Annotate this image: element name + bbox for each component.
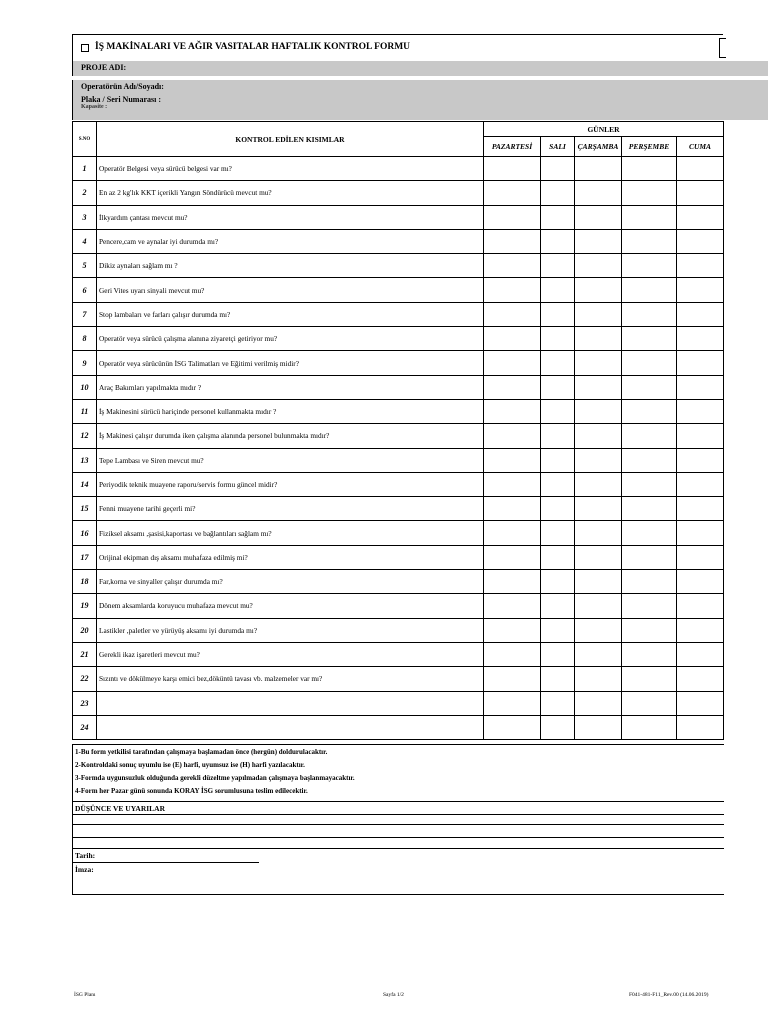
day-check-cell[interactable] xyxy=(575,399,622,423)
day-check-cell[interactable] xyxy=(484,667,541,691)
table-row xyxy=(73,302,724,326)
row-number: 20 xyxy=(73,618,97,642)
day-check-cell[interactable] xyxy=(541,618,575,642)
date-field-line[interactable] xyxy=(73,862,259,863)
day-check-cell[interactable] xyxy=(575,327,622,351)
day-check-cell[interactable] xyxy=(677,229,724,253)
day-check-cell[interactable] xyxy=(575,375,622,399)
remarks-line-1[interactable] xyxy=(73,814,724,815)
day-check-cell[interactable] xyxy=(575,157,622,181)
day-check-cell[interactable] xyxy=(575,448,622,472)
control-item-text: Operatör Belgesi veya sürücü belgesi var mı? xyxy=(97,157,484,181)
day-check-cell[interactable] xyxy=(541,715,575,739)
day-check-cell[interactable] xyxy=(622,545,677,569)
day-check-cell[interactable] xyxy=(541,545,575,569)
day-check-cell[interactable] xyxy=(484,691,541,715)
day-check-cell[interactable] xyxy=(541,254,575,278)
day-header: PAZARTESİ xyxy=(484,137,541,157)
day-check-cell[interactable] xyxy=(677,327,724,351)
footer-doc-code: F041-481-F11_Rev.00 (14.06.2019) xyxy=(629,992,709,998)
day-check-cell[interactable] xyxy=(575,642,622,666)
day-check-cell[interactable] xyxy=(677,691,724,715)
control-item-text: Far,korna ve sinyaller çalışır durumda mı? xyxy=(97,570,484,594)
day-check-cell[interactable] xyxy=(622,351,677,375)
row-number: 13 xyxy=(73,448,97,472)
day-check-cell[interactable] xyxy=(622,594,677,618)
day-check-cell[interactable] xyxy=(541,351,575,375)
day-header: ÇARŞAMBA xyxy=(575,137,622,157)
day-check-cell[interactable] xyxy=(575,691,622,715)
control-item-text: Stop lambaları ve farları çalışır durumda mı? xyxy=(97,302,484,326)
control-item-text: İlkyardım çantası mevcut mu? xyxy=(97,205,484,229)
day-check-cell[interactable] xyxy=(575,545,622,569)
control-item-text: Operatör veya sürücü çalışma alanına ziyaretçi getiriyor mu? xyxy=(97,327,484,351)
day-check-cell[interactable] xyxy=(541,302,575,326)
instruction-4: 4-Form her Pazar günü sonunda KORAY İSG sorumlusuna teslim edilecektir. xyxy=(75,787,308,795)
day-check-cell[interactable] xyxy=(622,570,677,594)
control-item-text: Tepe Lambası ve Siren mevcut mu? xyxy=(97,448,484,472)
day-check-cell[interactable] xyxy=(622,278,677,302)
day-check-cell[interactable] xyxy=(622,157,677,181)
days-header: GÜNLER xyxy=(484,122,724,137)
day-check-cell[interactable] xyxy=(622,302,677,326)
day-check-cell[interactable] xyxy=(622,642,677,666)
control-item-text xyxy=(97,691,484,715)
day-check-cell[interactable] xyxy=(541,691,575,715)
day-check-cell[interactable] xyxy=(484,594,541,618)
day-check-cell[interactable] xyxy=(484,375,541,399)
day-check-cell[interactable] xyxy=(541,375,575,399)
control-item-text: En az 2 kg'lık KKT içerikli Yangın Söndürücü mevcut mu? xyxy=(97,181,484,205)
row-number: 7 xyxy=(73,302,97,326)
row-number: 14 xyxy=(73,472,97,496)
day-check-cell[interactable] xyxy=(541,667,575,691)
day-check-cell[interactable] xyxy=(575,205,622,229)
remarks-line-2[interactable] xyxy=(73,824,724,825)
day-check-cell[interactable] xyxy=(677,521,724,545)
control-item-text: İş Makinesini sürücü hariçinde personel kullanmakta mıdır ? xyxy=(97,399,484,423)
day-check-cell[interactable] xyxy=(484,545,541,569)
day-check-cell[interactable] xyxy=(575,715,622,739)
row-number: 19 xyxy=(73,594,97,618)
day-check-cell[interactable] xyxy=(677,424,724,448)
sno-header-label: S.NO xyxy=(78,136,91,142)
day-check-cell[interactable] xyxy=(541,642,575,666)
day-check-cell[interactable] xyxy=(484,254,541,278)
day-check-cell[interactable] xyxy=(677,302,724,326)
row-number: 12 xyxy=(73,424,97,448)
sno-header xyxy=(73,122,97,157)
remarks-section xyxy=(72,800,724,895)
control-item-text: Geri Vites uyarı sinyali mevcut mu? xyxy=(97,278,484,302)
day-header: PERŞEMBE xyxy=(622,137,677,157)
table-row xyxy=(73,229,724,253)
control-item-text: Orijinal ekipman dış aksamı muhafaza edilmiş mi? xyxy=(97,545,484,569)
day-check-cell[interactable] xyxy=(484,351,541,375)
table-row xyxy=(73,715,724,739)
form-title-bar xyxy=(72,34,723,62)
instructions-block xyxy=(72,744,724,802)
day-check-cell[interactable] xyxy=(484,448,541,472)
day-check-cell[interactable] xyxy=(541,399,575,423)
day-check-cell[interactable] xyxy=(622,205,677,229)
project-name-extension xyxy=(723,61,768,76)
day-check-cell[interactable] xyxy=(484,278,541,302)
day-check-cell[interactable] xyxy=(575,667,622,691)
control-table xyxy=(72,121,724,740)
table-row xyxy=(73,157,724,181)
day-check-cell[interactable] xyxy=(677,157,724,181)
day-check-cell[interactable] xyxy=(541,278,575,302)
day-check-cell[interactable] xyxy=(677,254,724,278)
table-row xyxy=(73,472,724,496)
row-number: 17 xyxy=(73,545,97,569)
day-header: CUMA xyxy=(677,137,724,157)
day-check-cell[interactable] xyxy=(541,327,575,351)
day-check-cell[interactable] xyxy=(484,157,541,181)
day-check-cell[interactable] xyxy=(484,642,541,666)
day-check-cell[interactable] xyxy=(677,181,724,205)
day-check-cell[interactable] xyxy=(484,302,541,326)
table-row xyxy=(73,594,724,618)
day-check-cell[interactable] xyxy=(541,229,575,253)
date-label: Tarih: xyxy=(75,851,96,860)
table-row xyxy=(73,618,724,642)
day-check-cell[interactable] xyxy=(575,521,622,545)
table-row xyxy=(73,254,724,278)
control-item-text: İş Makinesi çalışır durumda iken çalışma alanında personel bulunmakta mıdır? xyxy=(97,424,484,448)
day-check-cell[interactable] xyxy=(575,472,622,496)
control-item-text: Fiziksel aksamı ,şasisi,kaportası ve bağlantıları sağlam mı? xyxy=(97,521,484,545)
table-row xyxy=(73,278,724,302)
table-row xyxy=(73,375,724,399)
day-check-cell[interactable] xyxy=(575,570,622,594)
day-check-cell[interactable] xyxy=(575,254,622,278)
day-check-cell[interactable] xyxy=(677,545,724,569)
row-number: 10 xyxy=(73,375,97,399)
day-check-cell[interactable] xyxy=(541,497,575,521)
day-check-cell[interactable] xyxy=(622,399,677,423)
day-check-cell[interactable] xyxy=(677,618,724,642)
row-number: 5 xyxy=(73,254,97,278)
day-check-cell[interactable] xyxy=(484,327,541,351)
day-check-cell[interactable] xyxy=(677,472,724,496)
day-check-cell[interactable] xyxy=(622,618,677,642)
day-check-cell[interactable] xyxy=(484,497,541,521)
instruction-1: 1-Bu form yetkilisi tarafından çalışmaya başlamadan önce (hergün) doldurulacaktır. xyxy=(75,748,328,756)
day-check-cell[interactable] xyxy=(541,448,575,472)
day-check-cell[interactable] xyxy=(484,205,541,229)
day-check-cell[interactable] xyxy=(541,205,575,229)
day-check-cell[interactable] xyxy=(484,618,541,642)
day-check-cell[interactable] xyxy=(622,229,677,253)
capacity-label: Kapasite : xyxy=(81,104,108,110)
row-number: 15 xyxy=(73,497,97,521)
day-check-cell[interactable] xyxy=(484,472,541,496)
table-row xyxy=(73,521,724,545)
row-number: 2 xyxy=(73,181,97,205)
row-number: 21 xyxy=(73,642,97,666)
control-rows xyxy=(73,157,724,740)
footer-left: İSG Planı xyxy=(74,992,96,998)
items-header: KONTROL EDİLEN KISIMLAR xyxy=(97,122,484,157)
control-item-text: Dikiz aynaları sağlam mı ? xyxy=(97,254,484,278)
row-number: 11 xyxy=(73,399,97,423)
day-check-cell[interactable] xyxy=(677,570,724,594)
day-check-cell[interactable] xyxy=(575,424,622,448)
control-item-text: Gerekli ikaz işaretleri mevcut mu? xyxy=(97,642,484,666)
day-check-cell[interactable] xyxy=(622,497,677,521)
footer-page: Sayfa 1/2 xyxy=(383,992,404,998)
day-check-cell[interactable] xyxy=(622,691,677,715)
day-check-cell[interactable] xyxy=(484,229,541,253)
day-check-cell[interactable] xyxy=(677,497,724,521)
row-number: 9 xyxy=(73,351,97,375)
day-check-cell[interactable] xyxy=(541,594,575,618)
operator-name-label: Operatörün Adı/Soyadı: xyxy=(81,82,164,91)
control-item-text: Dönem aksamlarda koruyucu muhafaza mevcut mu? xyxy=(97,594,484,618)
day-check-cell[interactable] xyxy=(677,715,724,739)
instruction-3: 3-Formda uygunsuzluk olduğunda gerekli düzeltme yapılmadan çalışmaya başlanmayacaktır. xyxy=(75,774,355,782)
day-check-cell[interactable] xyxy=(677,205,724,229)
table-row xyxy=(73,399,724,423)
day-check-cell[interactable] xyxy=(622,181,677,205)
day-check-cell[interactable] xyxy=(575,278,622,302)
instruction-2: 2-Kontroldaki sonuç uyumlu ise (E) harfi, uyumsuz ise (H) harfi yazılacaktır. xyxy=(75,761,305,769)
day-check-cell[interactable] xyxy=(677,399,724,423)
day-check-cell[interactable] xyxy=(622,254,677,278)
remarks-line-3[interactable] xyxy=(73,837,724,838)
day-header: SALI xyxy=(541,137,575,157)
row-number: 4 xyxy=(73,229,97,253)
table-row xyxy=(73,642,724,666)
day-check-cell[interactable] xyxy=(622,327,677,351)
day-check-cell[interactable] xyxy=(622,521,677,545)
plate-number-label: Plaka / Seri Numarası : xyxy=(81,95,161,104)
form-title: İŞ MAKİNALARI VE AĞIR VASITALAR HAFTALIK KONTROL FORMU xyxy=(95,42,411,52)
day-check-cell[interactable] xyxy=(575,302,622,326)
day-check-cell[interactable] xyxy=(677,448,724,472)
row-number: 22 xyxy=(73,667,97,691)
day-check-cell[interactable] xyxy=(677,375,724,399)
control-item-text xyxy=(97,715,484,739)
control-item-text: Operatör veya sürücünün İSG Talimatları ve Eğitimi verilmiş midir? xyxy=(97,351,484,375)
project-name-label: PROJE ADI: xyxy=(81,63,127,72)
row-number: 6 xyxy=(73,278,97,302)
day-check-cell[interactable] xyxy=(484,181,541,205)
day-check-cell[interactable] xyxy=(677,351,724,375)
day-check-cell[interactable] xyxy=(541,424,575,448)
remarks-title: DÜŞÜNCE VE UYARILAR xyxy=(75,804,166,813)
control-item-text: Sızıntı ve dökülmeye karşı emici bez,döküntü tavası vb. malzemeler var mı? xyxy=(97,667,484,691)
day-check-cell[interactable] xyxy=(575,497,622,521)
day-check-cell[interactable] xyxy=(622,424,677,448)
day-check-cell[interactable] xyxy=(541,472,575,496)
day-check-cell[interactable] xyxy=(541,181,575,205)
day-check-cell[interactable] xyxy=(575,351,622,375)
day-check-cell[interactable] xyxy=(484,424,541,448)
day-check-cell[interactable] xyxy=(541,521,575,545)
day-check-cell[interactable] xyxy=(484,521,541,545)
project-name-row[interactable] xyxy=(72,61,768,76)
day-check-cell[interactable] xyxy=(575,618,622,642)
row-number: 8 xyxy=(73,327,97,351)
row-number: 16 xyxy=(73,521,97,545)
control-item-text: Araç Bakımları yapılmakta mıdır ? xyxy=(97,375,484,399)
day-check-cell[interactable] xyxy=(484,399,541,423)
remarks-line-4[interactable] xyxy=(73,848,724,849)
day-check-cell[interactable] xyxy=(541,157,575,181)
row-number: 23 xyxy=(73,691,97,715)
control-item-text: Periyodik teknik muayene raporu/servis formu güncel midir? xyxy=(97,472,484,496)
table-row xyxy=(73,570,724,594)
table-row xyxy=(73,497,724,521)
day-check-cell[interactable] xyxy=(622,375,677,399)
day-check-cell[interactable] xyxy=(484,570,541,594)
day-check-cell[interactable] xyxy=(677,278,724,302)
row-number: 3 xyxy=(73,205,97,229)
day-check-cell[interactable] xyxy=(622,448,677,472)
table-row xyxy=(73,205,724,229)
row-number: 18 xyxy=(73,570,97,594)
day-check-cell[interactable] xyxy=(622,472,677,496)
row-number: 24 xyxy=(73,715,97,739)
table-row xyxy=(73,448,724,472)
day-check-cell[interactable] xyxy=(541,570,575,594)
table-row xyxy=(73,667,724,691)
day-check-cell[interactable] xyxy=(575,229,622,253)
day-check-cell[interactable] xyxy=(484,715,541,739)
table-row xyxy=(73,327,724,351)
table-row xyxy=(73,691,724,715)
title-corner-bracket xyxy=(719,38,726,58)
day-check-cell[interactable] xyxy=(677,594,724,618)
day-check-cell[interactable] xyxy=(622,715,677,739)
operator-info-block[interactable] xyxy=(72,80,768,120)
control-item-text: Fenni muayene tarihi geçerli mi? xyxy=(97,497,484,521)
signature-label: İmza: xyxy=(75,865,94,874)
day-check-cell[interactable] xyxy=(622,667,677,691)
row-number: 1 xyxy=(73,157,97,181)
table-row xyxy=(73,545,724,569)
day-check-cell[interactable] xyxy=(575,181,622,205)
day-check-cell[interactable] xyxy=(677,642,724,666)
table-row xyxy=(73,424,724,448)
table-row xyxy=(73,351,724,375)
checkbox-bullet-icon xyxy=(81,44,89,52)
control-item-text: Lastikler ,paletler ve yürüyüş aksamı iyi durumda mı? xyxy=(97,618,484,642)
day-check-cell[interactable] xyxy=(677,667,724,691)
day-check-cell[interactable] xyxy=(575,594,622,618)
table-row xyxy=(73,181,724,205)
control-item-text: Pencere,cam ve aynalar iyi durumda mı? xyxy=(97,229,484,253)
